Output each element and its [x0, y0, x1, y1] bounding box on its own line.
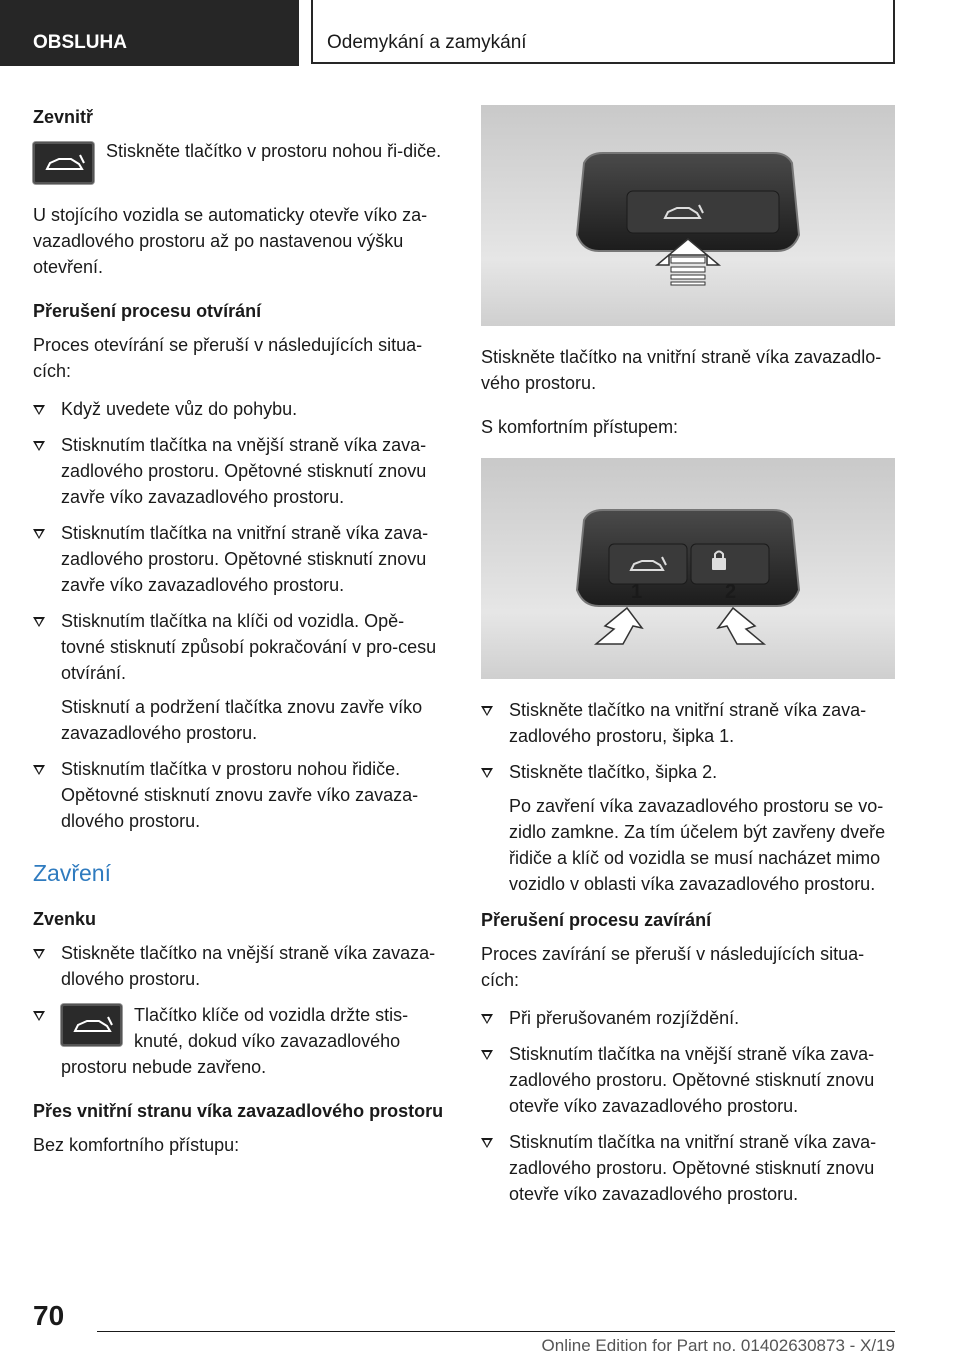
list-item-text: Při přerušovaném rozjíždění.: [509, 1008, 740, 1028]
heading-preruseni-zavirani: Přerušení procesu zavírání: [481, 910, 712, 930]
arrow-label-1: 1: [631, 581, 643, 603]
triangle-bullet-icon: [33, 765, 45, 775]
list-item-text: Stiskněte tlačítko na vnitřní straně víka zava-zadlového prostoru, šipka 1.: [509, 700, 867, 746]
preruseni-zavirani-list: [481, 1005, 895, 1207]
heading-zavreni: Zavření: [33, 860, 111, 886]
list-item-text: Stisknutím tlačítka na klíči od vozidla. Opě-tovné stisknutí způsobí pokračování v pro-cesu otvírání.: [61, 611, 437, 683]
list-item-text: Stisknutím tlačítka na vnitřní straně víka zava-zadlového prostoru. Opětovné stisknutí znovu zavře víko zavazadlového prostoru.: [61, 523, 429, 595]
triangle-bullet-icon: [33, 405, 45, 415]
preruseni-zavirani-intro: Proces zavírání se přeruší v následujících situa-cích:: [481, 944, 865, 990]
zvenku-list: [33, 940, 448, 1080]
section-tab: [0, 0, 299, 66]
list-item-text: Stisknutím tlačítka na vnitřní straně víka zava-zadlového prostoru. Opětovné stisknutí znovu otevře víko zavazadlového prostoru.: [509, 1132, 877, 1204]
list-item-text: Stiskněte tlačítko, šipka 2.: [509, 762, 718, 782]
triangle-bullet-icon: [33, 617, 45, 627]
list-item-text: Stiskněte tlačítko na vnější straně víka zavaza-dlového prostoru.: [61, 943, 436, 989]
triangle-bullet-icon: [33, 1011, 45, 1021]
triangle-bullet-icon: [481, 1014, 493, 1024]
list-item: [33, 756, 448, 834]
preruseni-subnote: Stisknutí a podržení tlačítka znovu zavře víko zavazadlového prostoru.: [61, 697, 423, 743]
preruseni-list-cont: [33, 756, 448, 834]
photo-inner-tailgate-button: [481, 105, 895, 326]
triangle-bullet-icon: [481, 1138, 493, 1148]
photo1-caption: Stiskněte tlačítko na vnitřní straně víka zavazadlo-vého prostoru.: [481, 347, 882, 393]
heading-zvenku: Zvenku: [33, 909, 97, 929]
komfort-list: [481, 697, 895, 785]
preruseni-list: [33, 396, 448, 686]
list-item: [481, 1041, 895, 1119]
list-item: [33, 1002, 448, 1080]
list-item: [33, 520, 448, 598]
preruseni-intro: Proces otevírání se přeruší v následujících situa-cích:: [33, 335, 423, 381]
footer-divider: [97, 1331, 895, 1332]
left-column: [33, 100, 448, 1158]
zevnitr-text: Stiskněte tlačítko v prostoru nohou ři-diče.: [106, 141, 442, 161]
chapter-header: [311, 0, 895, 64]
section-title: OBSLUHA: [33, 32, 127, 53]
s-komfort-text: S komfortním přístupem:: [481, 417, 679, 437]
list-item: [481, 1129, 895, 1207]
list-item-text: Stisknutím tlačítka v prostoru nohou řidiče. Opětovné stisknutí znovu zavře víko zavaza-dlového prostoru.: [61, 759, 419, 831]
list-item: [481, 759, 895, 785]
list-item: [481, 1005, 895, 1031]
key-instruction-rest: prostoru nebude zavřeno.: [61, 1057, 267, 1077]
komfort-subnote: Po zavření víka zavazadlového prostoru se vo-zidlo zamkne. Za tím účelem být zavřeny dveře řidiče a klíč od vozidla se musí nacházet mimo vozidlo v oblasti víka zavazadlového prostoru.: [509, 796, 886, 894]
list-item-text: Když uvedete vůz do pohybu.: [61, 399, 298, 419]
key-instruction: [61, 1002, 448, 1054]
triangle-bullet-icon: [33, 949, 45, 959]
list-item: [33, 940, 448, 992]
list-item-text: Stisknutím tlačítka na vnější straně víka zava-zadlového prostoru. Opětovné stisknutí znovu zavře víko zavazadlového prostoru.: [61, 435, 427, 507]
key-tailgate-button-icon: [61, 1004, 122, 1046]
list-item: [33, 432, 448, 510]
chapter-title: Odemykání a zamykání: [327, 32, 527, 53]
photo-comfort-access-buttons: [481, 458, 895, 679]
list-item-text: Stisknutím tlačítka na vnější straně víka zava-zadlového prostoru. Opětovné stisknutí znovu otevře víko zavazadlového prostoru.: [509, 1044, 875, 1116]
triangle-bullet-icon: [33, 441, 45, 451]
triangle-bullet-icon: [481, 768, 493, 778]
key-instruction-text: Tlačítko klíče od vozidla držte stis-knuté, dokud víko zavazadlového: [134, 1005, 409, 1051]
list-item: [33, 396, 448, 422]
arrow-label-2: 2: [725, 581, 737, 603]
bez-komfort-text: Bez komfortního přístupu:: [33, 1135, 240, 1155]
heading-preruseni: Přerušení procesu otvírání: [33, 301, 262, 321]
triangle-bullet-icon: [481, 706, 493, 716]
auto-open-text: U stojícího vozidla se automaticky otevře víko za-vazadlového prostoru až po nastavenou výšku otevření.: [33, 205, 428, 277]
edition-note: Online Edition for Part no. 01402630873 - X/19: [541, 1336, 895, 1355]
triangle-bullet-icon: [481, 1050, 493, 1060]
heading-pres-vnitrni: Přes vnitřní stranu víka zavazadlového prostoru: [33, 1101, 444, 1121]
zevnitr-instruction: [33, 138, 448, 184]
page-number: 70: [33, 1300, 65, 1331]
tailgate-button-icon: [33, 142, 94, 184]
list-item: [481, 697, 895, 749]
heading-zevnitr: Zevnitř: [33, 107, 94, 127]
right-column: [481, 105, 895, 1217]
list-item: [33, 608, 448, 686]
triangle-bullet-icon: [33, 529, 45, 539]
